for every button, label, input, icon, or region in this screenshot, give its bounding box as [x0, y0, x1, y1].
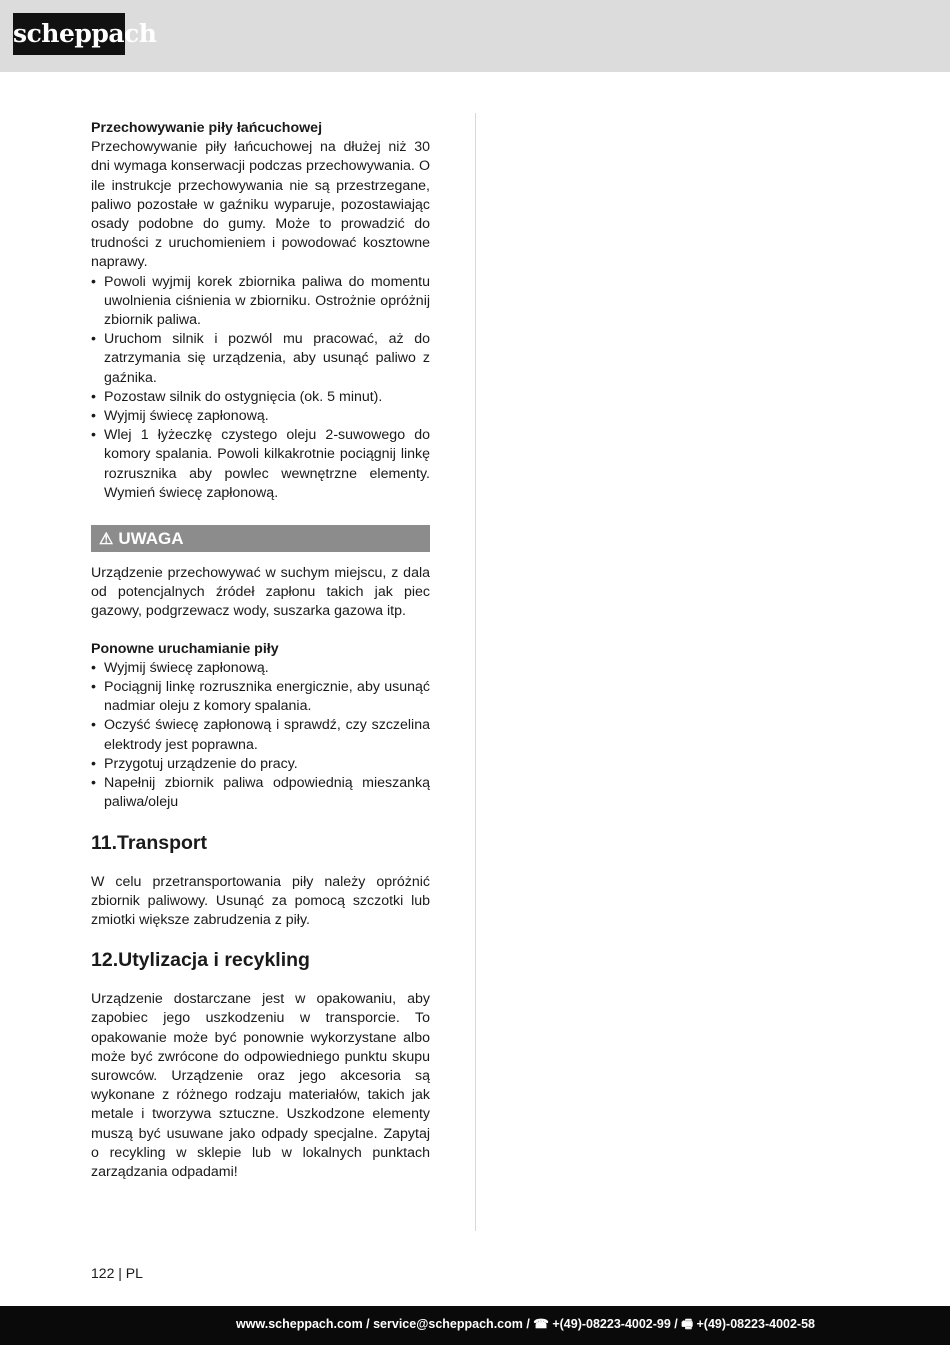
recycling-title-text: Utylizacja i recykling	[118, 949, 310, 972]
storage-steps	[91, 273, 430, 503]
transport-title-text: Transport	[117, 831, 207, 854]
recycling-text: Urządzenie dostarczane jest w opakowaniu, aby zapobiec jego uszkodzeniu w transporcie. To opakowanie może być ponownie wykorzystane albo może być zwrócone do odpowiedniego punktu skupu surowców. Urządzenie oraz jego akcesoria są wykonane z różnego rodzaju materiałów, takich jak metale i tworzywa sztuczne. Uszkodzone elementy muszą być usuwane jako odpady specjalne. Zapytaj o recykling w sklepie lub w lokalnych punktach zarządzania odpadami!	[91, 991, 430, 1180]
list-item: • Pozostaw silnik do ostygnięcia (ok. 5 minut).	[91, 388, 430, 407]
transport-number: 11.	[91, 831, 118, 854]
restart-steps	[91, 659, 430, 813]
storage-intro: Przechowywanie piły łańcuchowej na dłużej niż 30 dni wymaga konserwacji podczas przechowywania. O ile instrukcje przechowywania nie są przestrzegane, paliwo pozostałe w gaźniku wyparuje, pozostawiając osady podobne do gumy. Może to prowadzić do trudności z uruchomieniem i powodować kosztowne naprawy.	[91, 139, 430, 271]
list-item: • Przygotuj urządzenie do pracy.	[91, 755, 430, 774]
column-divider	[475, 113, 476, 1231]
footer-contact: www.scheppach.com / service@scheppach.com / ☎ +(49)-08223-4002-99 / 🖷 +(49)-08223-4002-58	[236, 1317, 815, 1331]
restart-heading: Ponowne uruchamianie piły	[91, 640, 279, 657]
list-item: • Wyjmij świecę zapłonową.	[91, 407, 430, 426]
warning-triangle-icon: ⚠	[99, 531, 114, 549]
list-item: • Wlej 1 łyżeczkę czystego oleju 2-suwowego do komory spalania. Powoli kilkakrotnie pociągnij linkę rozrusznika aby powlec wewnętrzne elementy. Wymień świecę zapłonową.	[91, 426, 430, 503]
transport-title	[91, 831, 430, 855]
recycling-title	[91, 948, 430, 972]
storage-heading: Przechowywanie piły łańcuchowej	[91, 120, 323, 136]
list-item: • Napełnij zbiornik paliwa odpowiednią mieszanką paliwa/oleju	[91, 774, 430, 812]
warning-label: UWAGA	[118, 529, 184, 549]
transport-text: W celu przetransportowania piły należy opróżnić zbiornik paliwowy. Usunąć za pomocą szczotki lub zmiotki większe zabrudzenia z piły.	[91, 873, 430, 928]
list-item: • Uruchom silnik i pozwól mu pracować, aż do zatrzymania się urządzenia, aby usunąć paliwo z gaźnika.	[91, 330, 430, 388]
header-band	[0, 0, 950, 72]
warning-box	[91, 525, 430, 552]
page-separator: |	[118, 1265, 122, 1281]
left-column	[91, 119, 430, 1182]
page-language: PL	[125, 1265, 143, 1281]
page-number: 122	[91, 1265, 115, 1281]
warning-text: Urządzenie przechowywać w suchym miejscu, z dala od potencjalnych źródeł zapłonu takich jak piec gazowy, podgrzewacz wody, suszarka gazowa itp.	[91, 565, 430, 620]
page-number-footer	[91, 1265, 143, 1281]
recycling-number: 12.	[91, 949, 119, 972]
list-item: • Pociągnij linkę rozrusznika energicznie, aby usunąć nadmiar oleju z komory spalania.	[91, 678, 430, 716]
list-item: • Powoli wyjmij korek zbiornika paliwa do momentu uwolnienia ciśnienia w zbiorniku. Ostrożnie opróżnij zbiornik paliwa.	[91, 273, 430, 331]
scheppach-logo: scheppach	[13, 13, 125, 55]
list-item: • Wyjmij świecę zapłonową.	[91, 659, 430, 678]
list-item: • Oczyść świecę zapłonową i sprawdź, czy szczelina elektrody jest poprawna.	[91, 716, 430, 754]
